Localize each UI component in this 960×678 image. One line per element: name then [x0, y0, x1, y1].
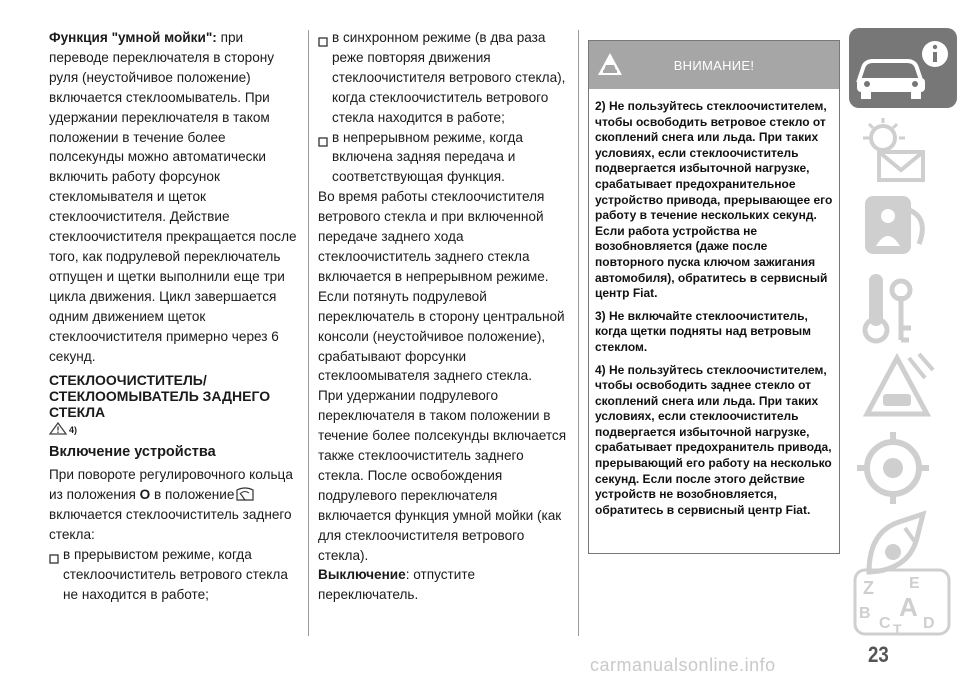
- body-paragraph: Во время работы стеклоочистителя ветрового стекла и при включенной передаче заднего хода стеклоочиститель заднего стекла включается в непрерывном режиме.: [318, 189, 549, 284]
- warning-item: 4) Не пользуйтесь стеклоочистителем, чтобы освободить заднее стекло от скоплений снега или льда. При таких условиях, если стеклоочиститель подвергается избыточной нагрузке, срабатывает предохранитель привода, прерывающий его работу на несколько секунд. Если после этого действие устройств не возобновляется, обратитесь в сервисный центр Fiat.: [595, 362, 832, 517]
- body-paragraph: При удержании подрулевого переключателя в таком положении в течение более полсекунды включается также стеклоочиститель заднего стекла. После освобождения подрулевого переключателя включается функция умной мойки (как для стеклоочистителя ветрового стекла).: [318, 388, 567, 563]
- position-o: O: [139, 487, 151, 503]
- key-start-icon[interactable]: [849, 266, 957, 348]
- index-letter: B: [859, 605, 871, 622]
- bullet-icon: [49, 545, 63, 605]
- index-icon[interactable]: [849, 566, 957, 638]
- warning-title: ВНИМАНИЕ!: [673, 57, 755, 73]
- chapter-sidebar: [849, 28, 959, 638]
- warning-ref-number: 4): [69, 425, 78, 436]
- switch-off-title: Выключение: [318, 567, 406, 583]
- column-left: [49, 28, 297, 605]
- column-middle: [318, 28, 570, 605]
- warning-body: [589, 89, 839, 518]
- list-item: [318, 128, 570, 188]
- emergency-icon[interactable]: [849, 348, 957, 428]
- bullet-text: в непрерывном режиме, когда включена задняя передача и соответствующая функция.: [332, 129, 523, 185]
- warning-reference: [49, 422, 297, 437]
- activation-text-1: При повороте регулировочного кольца из положения: [49, 467, 293, 503]
- activation-paragraph: [49, 465, 297, 545]
- warning-header: [589, 41, 839, 89]
- dashboard-lights-icon[interactable]: [849, 110, 957, 190]
- section-title: СТЕКЛООЧИСТИТЕЛЬ/ СТЕКЛООМЫВАТЕЛЬ ЗАДНЕГО СТЕКЛА: [49, 372, 271, 421]
- index-letter: D: [923, 615, 935, 632]
- index-letter: A: [899, 592, 918, 622]
- warning-item: 2) Не пользуйтесь стеклоочистителем, чтобы освободить ветровое стекло от скоплений снега или льда. При таких условиях, если стеклоочиститель подвергается избыточной нагрузке, срабатывает предохранительное устройство привода, прерывающее его работу в течение нескольких секунд. Если работа устройства не возобновляется (даже после повторного пуска ключом зажигания автомобиля), обратитесь в сервисный центр Fiat.: [595, 99, 833, 301]
- warning-ref-icon: [49, 422, 67, 436]
- switch-off-text: : отпустите переключатель.: [318, 567, 475, 603]
- smart-wash-text: при переводе переключателя в сторону руля (неустойчивое положение) включается стеклоомыватель. При удержании переключателя в таком положении в течение более полсекунды можно автоматически включить работу форсунок стекломывателя и щеток стеклоочистителя. Действие стеклоочистителя прекращается после того, как подрулевой переключатель отпущен и щетки выполнили еще три цикла движения. Цикл завершается одним движением щеток стеклоочистителя примерно через 6 секунд.: [49, 30, 297, 364]
- car-info-icon[interactable]: [849, 28, 957, 108]
- index-letter: C: [879, 615, 891, 632]
- smart-wash-title: Функция "умной мойки":: [49, 30, 217, 45]
- warning-box: [588, 40, 840, 554]
- column-divider: [578, 30, 579, 636]
- maintenance-icon[interactable]: [849, 428, 957, 508]
- activation-text-3: включается стеклоочиститель заднего стекла:: [49, 507, 292, 543]
- index-letter: E: [909, 575, 920, 592]
- list-item: [318, 28, 570, 128]
- index-letter: Z: [863, 578, 874, 598]
- warning-car-icon: [595, 50, 625, 78]
- index-letter: T: [893, 621, 902, 637]
- watermark: carmanualsonline.info: [590, 655, 776, 675]
- bullet-icon: [318, 28, 332, 128]
- safety-icon[interactable]: [849, 188, 957, 263]
- activation-text-2: в положение: [153, 487, 235, 503]
- bullet-text: в прерывистом режиме, когда стеклоочиститель ветрового стекла не находится в работе;: [63, 547, 288, 602]
- subsection-title: Включение устройства: [49, 444, 216, 461]
- bullet-text: в синхронном режиме (в два раза реже повторяя движения стеклоочистителя ветрового стекла), когда стеклоочиститель ветрового стекла находится в работе;: [332, 30, 566, 125]
- body-paragraph: Если потянуть подрулевой переключатель в сторону центральной консоли (неустойчивое положение), срабатывают форсунки стеклоомывателя заднего стекла.: [318, 288, 565, 384]
- warning-item: 3) Не включайте стеклоочиститель, когда щетки подняты над ветровым стеклом.: [595, 308, 811, 354]
- bullet-icon: [318, 128, 332, 188]
- switch-off-paragraph: [318, 565, 570, 605]
- rear-wiper-icon: [236, 487, 254, 502]
- list-item: [49, 545, 297, 605]
- smart-wash-paragraph: [49, 28, 297, 366]
- column-divider: [308, 30, 309, 636]
- page-number: 23: [868, 642, 889, 667]
